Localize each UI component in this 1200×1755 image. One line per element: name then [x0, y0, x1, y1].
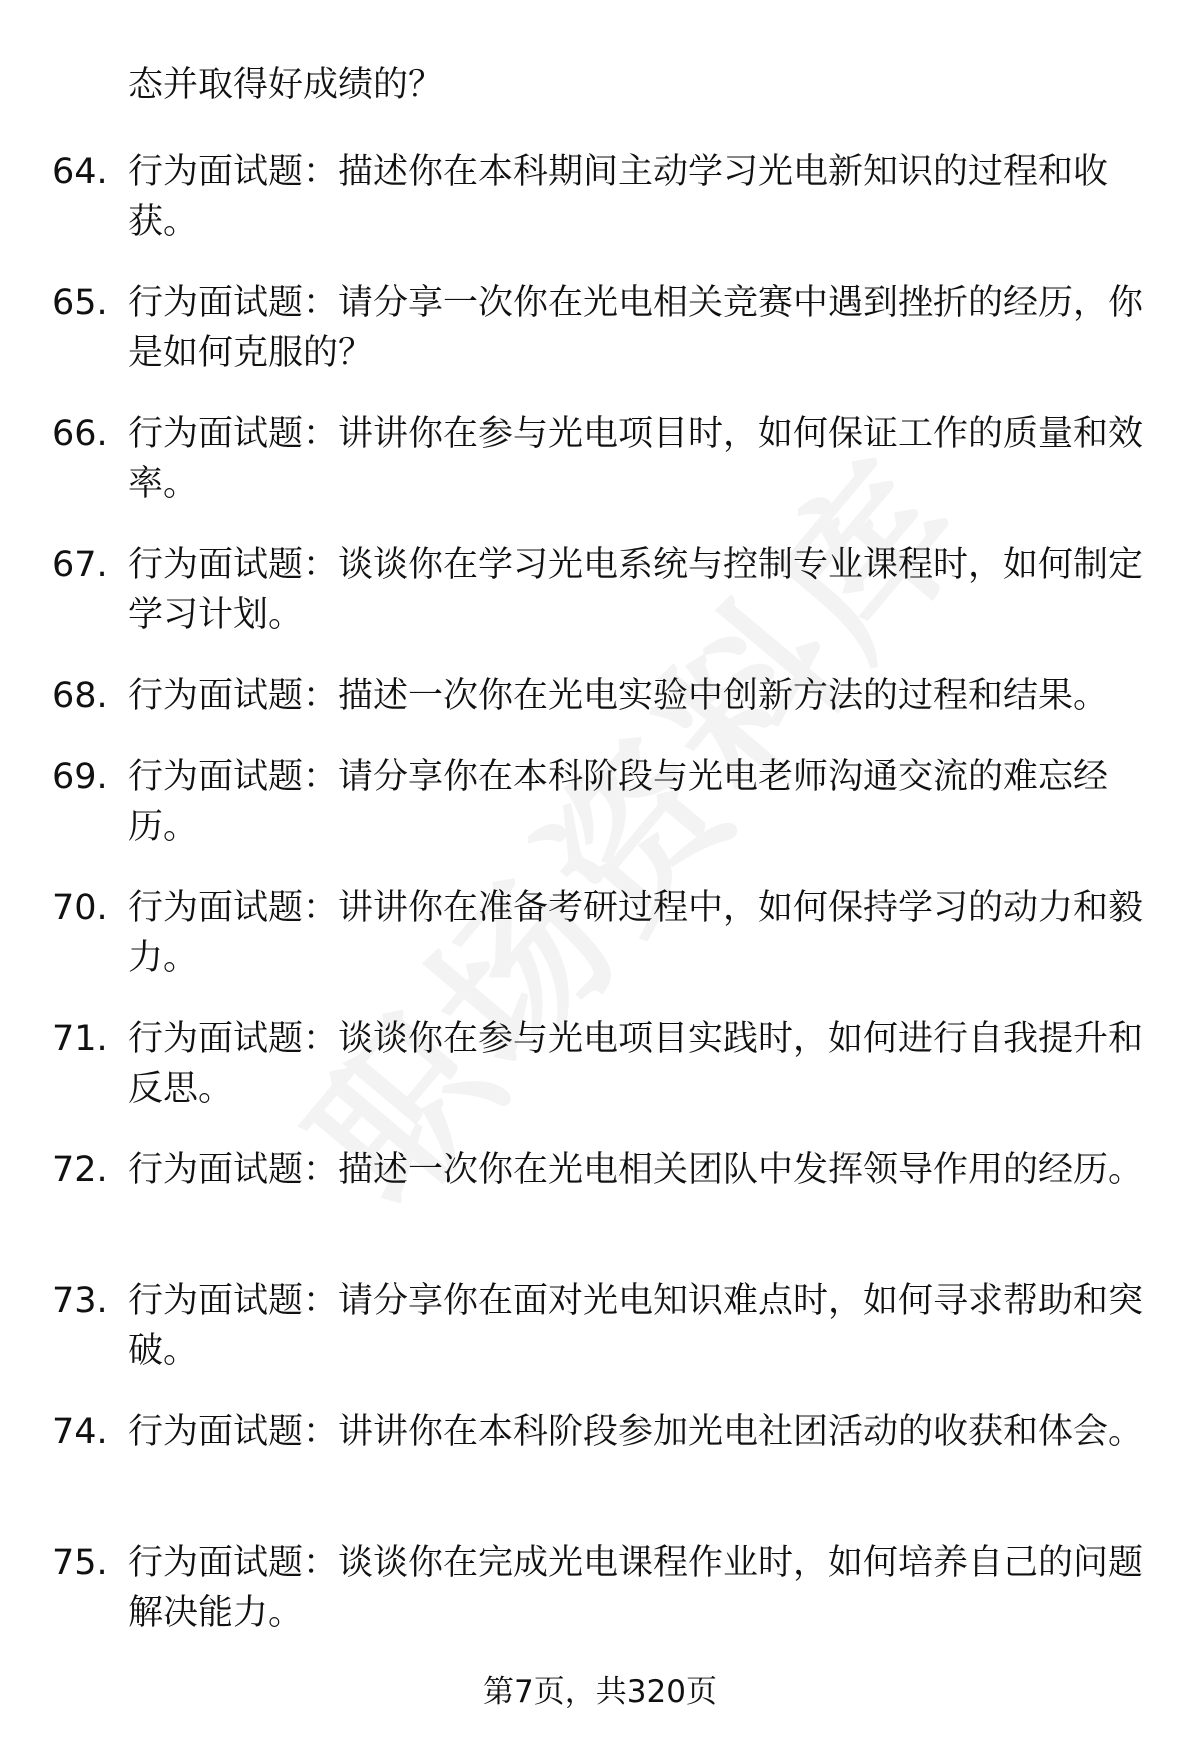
list-item — [0, 1407, 1200, 1538]
question-text: 行为面试题：描述一次你在光电相关团队中发挥领导作用的经历。 — [128, 1150, 1144, 1190]
page-footer: 第7页，共320页 — [483, 1674, 717, 1710]
question-number: 65. — [52, 283, 108, 323]
question-text: 行为面试题：讲讲你在准备考研过程中，如何保持学习的动力和毅力。 — [128, 888, 1144, 978]
list-item — [0, 278, 1200, 409]
continuation-text: 态并取得好成绩的？ — [128, 65, 444, 105]
question-number: 75. — [52, 1543, 108, 1583]
list-item — [0, 1145, 1200, 1276]
question-number: 72. — [52, 1150, 108, 1190]
list-item — [0, 1014, 1200, 1145]
question-number: 64. — [52, 152, 108, 192]
question-number: 69. — [52, 757, 108, 797]
question-text: 行为面试题：描述你在本科期间主动学习光电新知识的过程和收获。 — [128, 152, 1109, 242]
list-item — [0, 883, 1200, 1014]
question-text: 行为面试题：请分享你在面对光电知识难点时，如何寻求帮助和突破。 — [128, 1281, 1144, 1371]
list-item — [0, 671, 1200, 752]
question-text: 行为面试题：讲讲你在参与光电项目时，如何保证工作的质量和效率。 — [128, 414, 1144, 504]
question-text: 行为面试题：谈谈你在完成光电课程作业时，如何培养自己的问题解决能力。 — [128, 1543, 1144, 1633]
question-number: 73. — [52, 1281, 108, 1321]
list-item — [0, 147, 1200, 278]
question-text: 行为面试题：请分享一次你在光电相关竞赛中遇到挫折的经历，你是如何克服的？ — [128, 283, 1144, 373]
question-text: 行为面试题：谈谈你在学习光电系统与控制专业课程时，如何制定学习计划。 — [128, 545, 1144, 635]
question-text: 行为面试题：讲讲你在本科阶段参加光电社团活动的收获和体会。 — [128, 1412, 1144, 1452]
list-item — [0, 1276, 1200, 1407]
question-text: 行为面试题：描述一次你在光电实验中创新方法的过程和结果。 — [128, 676, 1109, 716]
question-text: 行为面试题：谈谈你在参与光电项目实践时，如何进行自我提升和反思。 — [128, 1019, 1144, 1109]
question-number: 67. — [52, 545, 108, 585]
question-number: 66. — [52, 414, 108, 454]
question-number: 74. — [52, 1412, 108, 1452]
list-item — [0, 540, 1200, 671]
question-number: 70. — [52, 888, 108, 928]
question-number: 71. — [52, 1019, 108, 1059]
list-item — [0, 1538, 1200, 1669]
list-item — [0, 752, 1200, 883]
list-item — [0, 409, 1200, 540]
question-number: 68. — [52, 676, 108, 716]
question-text: 行为面试题：请分享你在本科阶段与光电老师沟通交流的难忘经历。 — [128, 757, 1109, 847]
question-list — [0, 147, 1200, 1669]
